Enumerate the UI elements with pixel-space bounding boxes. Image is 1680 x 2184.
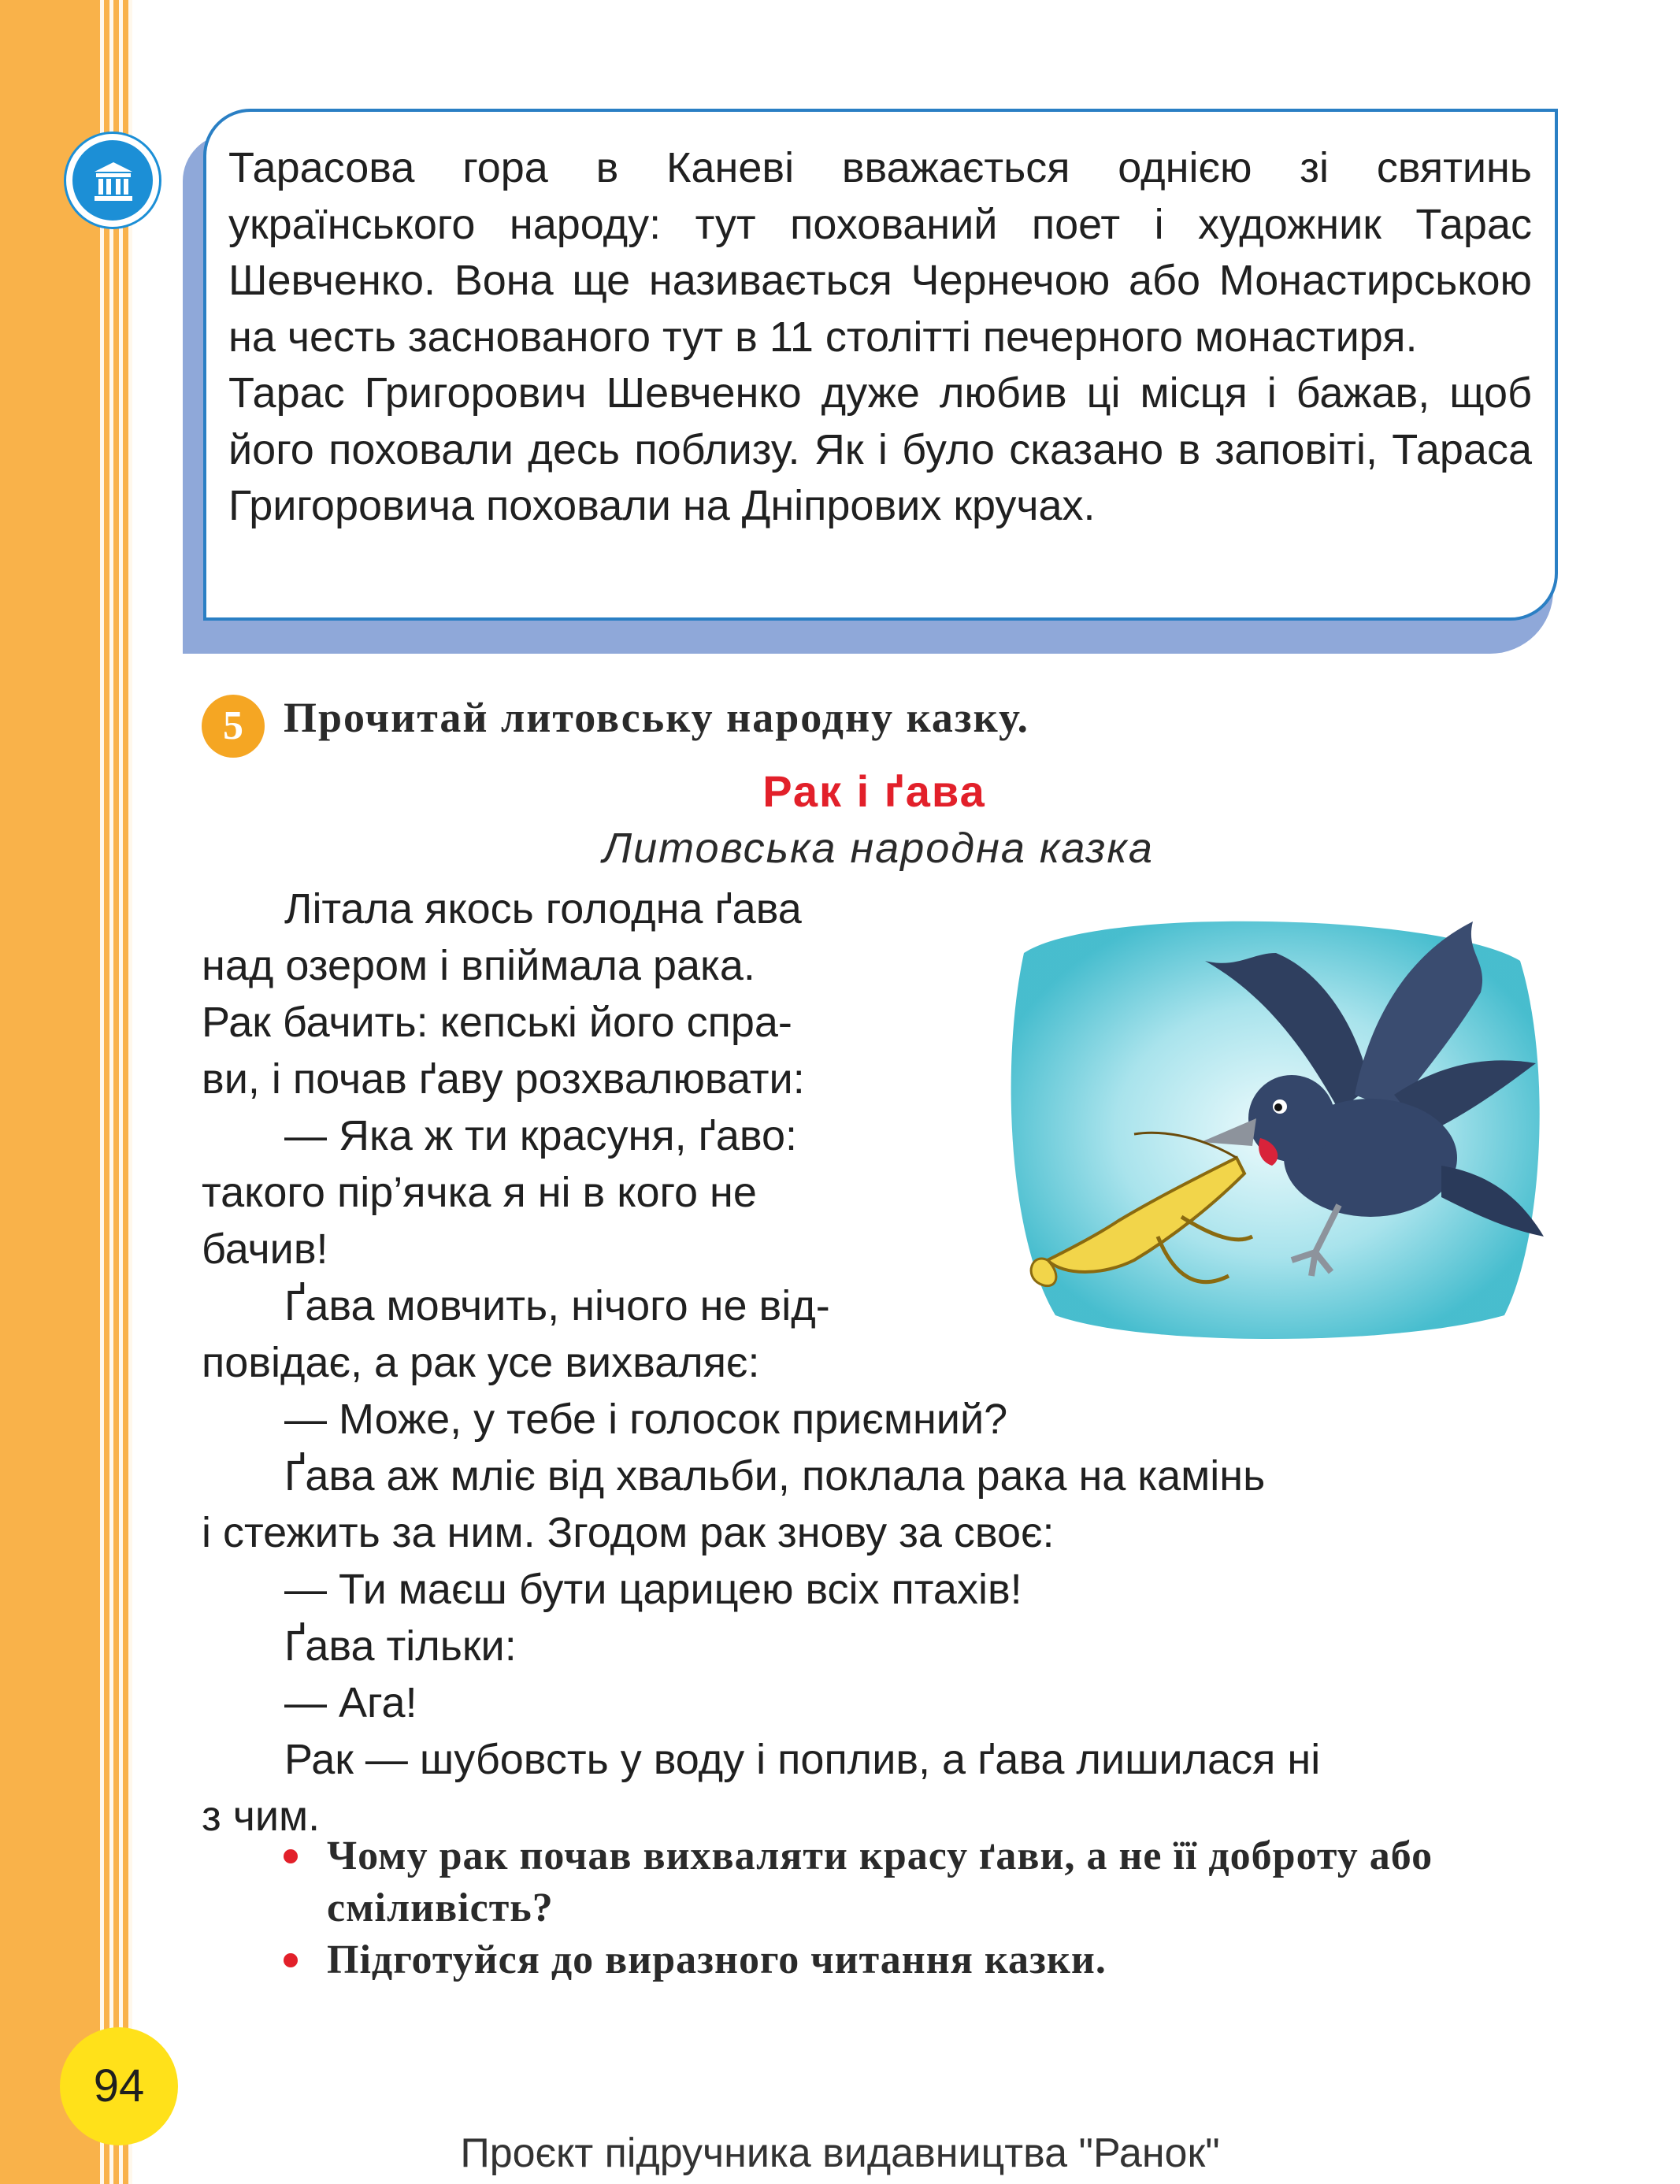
story-line: з чим. (202, 1793, 321, 1840)
story-line: Літала якось голодна ґава (284, 885, 802, 933)
question-item: Чому рак почав вихваляти красу ґави, а не її доброту або сміливість? (284, 1830, 1552, 1934)
questions-list (284, 1830, 1552, 1986)
story-line: Ґава мовчить, нічого не від- (284, 1282, 830, 1329)
page-margin-stripes (95, 0, 132, 2184)
story-text (202, 881, 1556, 1845)
info-box-text (228, 140, 1532, 535)
story-line: такого пір’ячка я ні в кого не (202, 1169, 757, 1216)
story-line: Рак — шубовсть у воду і поплив, а ґава лишилася ні (284, 1736, 1321, 1783)
story-line: — Яка ж ти красуня, ґаво: (284, 1112, 797, 1159)
story-line: — Може, у тебе і голосок приємний? (284, 1396, 1008, 1443)
page-margin-band (0, 0, 95, 2184)
story-line: і стежить за ним. Згодом рак знову за своє: (202, 1509, 1055, 1556)
question-item: Підготуйся до виразного читання казки. (284, 1934, 1552, 1986)
page-number: 94 (60, 2027, 178, 2145)
story-line: ви, і почав ґаву розхвалювати: (202, 1055, 805, 1103)
bullet-icon (284, 1849, 298, 1863)
task-number-badge: 5 (202, 695, 265, 758)
story-line: повідає, а рак усе вихваляє: (202, 1339, 760, 1386)
story-line: — Ага! (284, 1679, 417, 1726)
story-line: бачив! (202, 1225, 328, 1273)
footer-text: Проєкт підручника видавництва "Ранок" (460, 2130, 1220, 2176)
story-subtitle: Литовська народна казка (603, 825, 1154, 872)
story-line: Ґава тільки: (284, 1622, 517, 1670)
bullet-icon (284, 1953, 298, 1967)
museum-icon (66, 134, 159, 227)
story-line: над озером і впіймала рака. (202, 942, 755, 989)
story-title: Рак і ґава (762, 766, 986, 816)
story-line: Рак бачить: кепські його спра- (202, 999, 792, 1046)
task-instruction: Прочитай литовську народну казку. (284, 694, 1030, 741)
info-paragraph-2: Тарас Григорович Шевченко дуже любив ці місця і бажав, щоб його поховали десь поблизу. Як і було сказано в заповіті, Тараса Григоровича поховали на Дніпрових кручах. (228, 369, 1532, 529)
story-line: — Ти маєш бути царицею всіх птахів! (284, 1566, 1022, 1613)
story-line: Ґава аж мліє від хвальби, поклала рака на камінь (284, 1452, 1266, 1500)
info-paragraph-1: Тарасова гора в Каневі вважається однією зі святинь українського народу: тут похований поет і художник Тарас Шевченко. Вона ще називається Чернечою або Монастирською на честь заснованого тут в 11 столітті печерного монастиря. (228, 144, 1532, 361)
